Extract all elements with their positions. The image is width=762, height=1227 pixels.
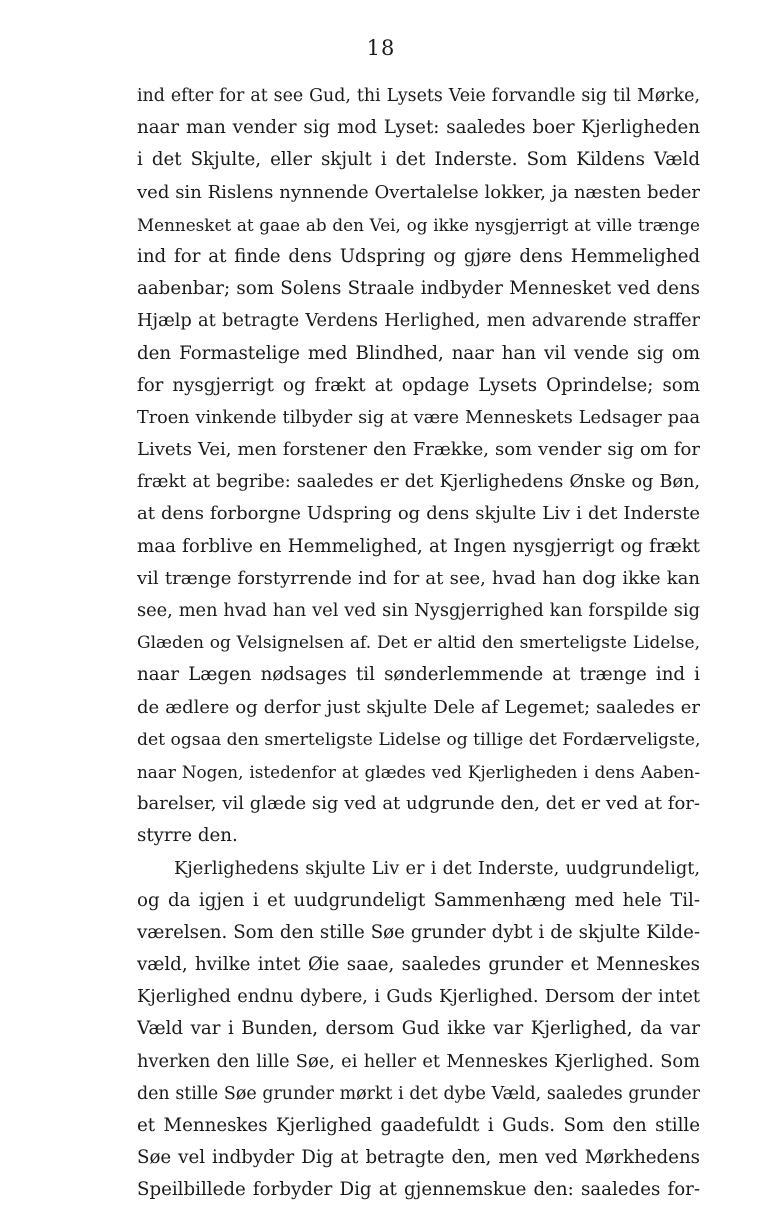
- text-line: hverken den lille Søe, ei heller et Menneskes Kjerlighed. Som: [137, 1050, 700, 1072]
- text-line: ind for at finde dens Udspring og gjøre dens Hemmelighed: [137, 245, 700, 267]
- body-text: [137, 80, 700, 1207]
- text-line: Speilbillede forbyder Dig at gjennemskue den: saaledes for-: [137, 1179, 700, 1201]
- text-line: vil trænge forstyrrende ind for at see, hvad han dog ikke kan: [137, 567, 700, 589]
- text-line: ind efter for at see Gud, thi Lysets Veie forvandle sig til Mørke,: [137, 86, 700, 106]
- text-line: aabenbar; som Solens Straale indbyder Mennesket ved dens: [137, 278, 700, 300]
- text-line: væld, hvilke intet Øie saae, saaledes grunder et Menneskes: [137, 954, 700, 976]
- text-line: for nysgjerrigt og frækt at opdage Lysets Oprindelse; som: [137, 374, 700, 396]
- text-line: Hjælp at betragte Verdens Herlighed, men advarende straffer: [137, 310, 700, 332]
- text-line: et Menneskes Kjerlighed gaadefuldt i Guds. Som den stille: [137, 1115, 700, 1136]
- paragraph-1: [137, 80, 700, 853]
- text-line: den Formastelige med Blindhed, naar han vil vende sig om: [137, 342, 700, 364]
- text-line: at dens forborgne Udspring og dens skjulte Liv i det Inderste: [137, 503, 700, 525]
- text-line: Væld var i Bunden, dersom Gud ikke var Kjerlighed, da var: [137, 1018, 700, 1040]
- text-line: Glæden og Velsignelsen af. Det er altid den smerteligste Lidelse,: [137, 633, 700, 654]
- text-line: naar Lægen nødsages til sønderlemmende at trænge ind i: [137, 664, 700, 686]
- text-line: naar Nogen, istedenfor at glædes ved Kjerligheden i dens Aaben-: [137, 761, 700, 782]
- text-line: og da igjen i et uudgrundeligt Sammenhæng med hele Til-: [137, 889, 700, 911]
- text-line: see, men hvad han vel ved sin Nysgjerrighed kan forspilde sig: [137, 600, 700, 621]
- page-number: 18: [366, 36, 396, 60]
- text-line: frækt at begribe: saaledes er det Kjerlighedens Ønske og Bøn,: [137, 472, 700, 493]
- text-line: Troen vinkende tilbyder sig at være Menneskets Ledsager paa: [137, 407, 700, 428]
- text-line: den stille Søe grunder mørkt i det dybe Væld, saaledes grunder: [137, 1083, 700, 1104]
- text-line: Livets Vei, men forstener den Frække, som vender sig om for: [137, 439, 700, 461]
- text-line: de ædlere og derfor just skjulte Dele af Legemet; saaledes er: [137, 696, 700, 718]
- paragraph-2: [137, 853, 700, 1207]
- text-line: Søe vel indbyder Dig at betragte den, men ved Mørkhedens: [137, 1147, 700, 1169]
- text-line: maa forblive en Hemmelighed, at Ingen nysgjerrigt og frækt: [137, 535, 700, 557]
- text-line: det ogsaa den smerteligste Lidelse og tillige det Fordærveligste,: [137, 729, 700, 750]
- text-line: ved sin Rislens nynnende Overtalelse lokker, ja næsten beder: [137, 181, 700, 203]
- text-line: Kjerlighedens skjulte Liv er i det Inderste, uudgrundeligt,: [174, 857, 700, 879]
- text-line: Kjerlighed endnu dybere, i Guds Kjerlighed. Dersom der intet: [137, 986, 700, 1008]
- text-line: naar man vender sig mod Lyset: saaledes boer Kjerligheden: [137, 117, 700, 139]
- text-line: styrre den.: [137, 825, 238, 847]
- text-line: værelsen. Som den stille Søe grunder dybt i de skjulte Kilde-: [137, 921, 700, 943]
- text-line: i det Skjulte, eller skjult i det Inderste. Som Kildens Væld: [137, 149, 700, 171]
- text-line: Mennesket at gaae ab den Vei, og ikke nysgjerrigt at ville trænge: [137, 214, 700, 235]
- text-line: barelser, vil glæde sig ved at udgrunde den, det er ved at for-: [137, 793, 700, 815]
